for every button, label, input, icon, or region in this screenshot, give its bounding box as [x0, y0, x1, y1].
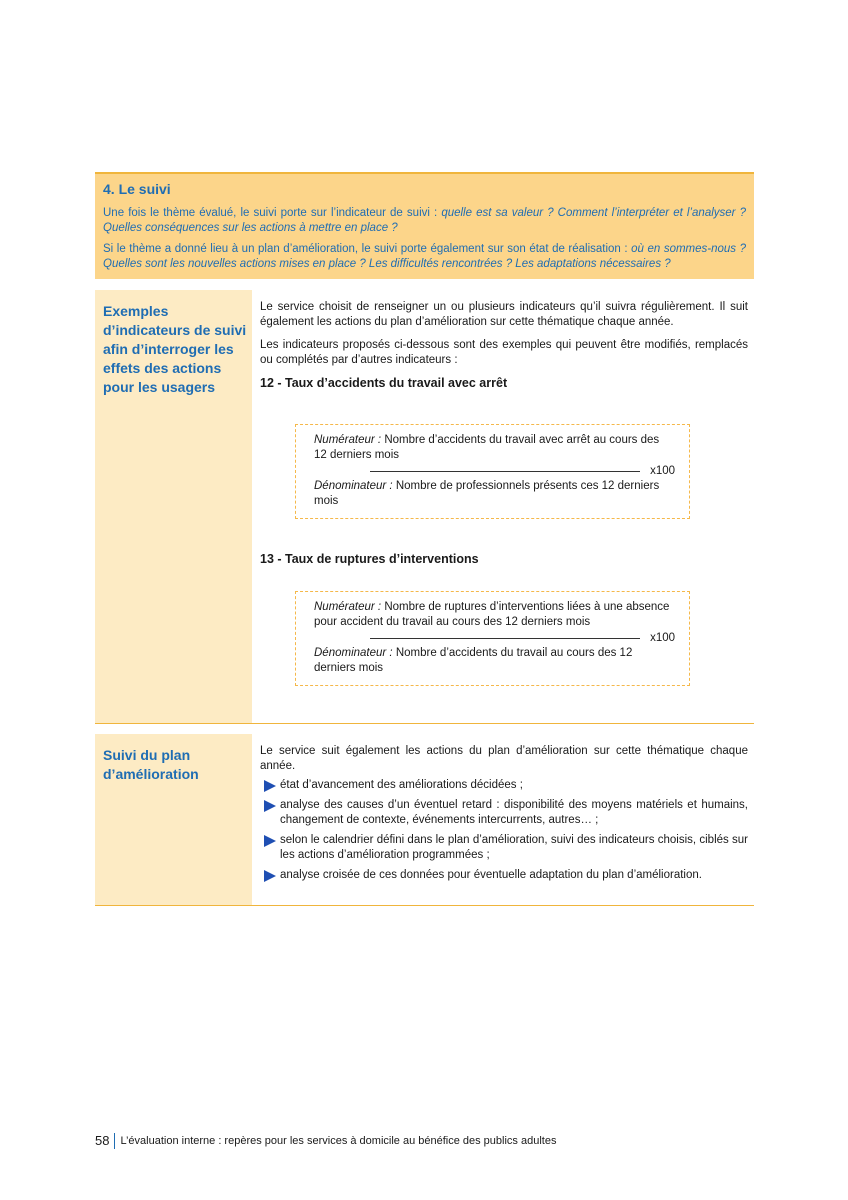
arrow-right-icon	[264, 835, 276, 847]
fraction-line	[370, 638, 640, 639]
examples-intro-2: Les indicateurs proposés ci-dessous sont des exemples qui peuvent être modifiés, remplacés ou complétés par d’autres indicateurs :	[260, 339, 748, 366]
plan-bullet-list	[260, 778, 748, 883]
arrow-right-icon	[264, 870, 276, 882]
examples-intro-1: Le service choisit de renseigner un ou plusieurs indicateurs qu’il suivra régulièrement. Il suit également les actions du plan d’amélioration sur cette thématique chaque année.	[260, 301, 748, 328]
examples-content	[260, 300, 748, 390]
page-footer	[95, 1133, 556, 1149]
section-p1-text: Une fois le thème évalué, le suivi porte sur l’indicateur de suivi :	[103, 207, 442, 219]
denominator-text: Nombre d’accidents du travail au cours des 12 derniers mois	[314, 647, 633, 674]
page-number: 58	[95, 1133, 115, 1149]
denominator-line	[314, 479, 675, 509]
indicator-13-formula	[295, 591, 690, 686]
section-p2-text: Si le thème a donné lieu à un plan d’amélioration, le suivi porte également sur son état de réalisation :	[103, 243, 632, 255]
list-item	[260, 798, 748, 828]
plan-row	[95, 734, 754, 906]
denominator-line	[314, 646, 675, 676]
list-item-text: analyse des causes d’un éventuel retard : disponibilité des moyens matériels et humains, changement de contexte, événements intercurrents, autres… ;	[280, 799, 748, 826]
indicator-13-title: 13 - Taux de ruptures d’interventions	[260, 552, 479, 566]
numerator-label: Numérateur :	[314, 601, 382, 613]
arrow-right-icon	[264, 780, 276, 792]
examples-sidebar	[95, 290, 252, 723]
fraction-bar	[314, 463, 675, 479]
section-title: 4. Le suivi	[103, 181, 171, 197]
numerator-text: Nombre d’accidents du travail avec arrêt au cours des 12 derniers mois	[314, 434, 660, 461]
indicator-12-title: 12 - Taux d’accidents du travail avec arrêt	[260, 376, 508, 390]
arrow-right-icon	[264, 800, 276, 812]
section-paragraph-1	[103, 206, 746, 236]
numerator-line	[314, 600, 675, 630]
multiplier: x100	[650, 464, 675, 477]
indicator-12-formula	[295, 424, 690, 519]
plan-sidebar	[95, 734, 252, 905]
section-p1-questions: quelle est sa valeur ? Comment l’interpréter et l’analyser ? Quelles conséquences sur les actions à mettre en place ?	[103, 207, 746, 234]
fraction-line	[370, 471, 640, 472]
list-item	[260, 778, 748, 793]
numerator-label: Numérateur :	[314, 434, 382, 446]
denominator-label: Dénominateur :	[314, 480, 393, 492]
numerator-line	[314, 433, 675, 463]
list-item-text: état d’avancement des améliorations décidées ;	[280, 779, 523, 791]
fraction-bar	[314, 630, 675, 646]
section-paragraph-2	[103, 242, 746, 272]
denominator-label: Dénominateur :	[314, 647, 393, 659]
plan-content	[260, 744, 748, 888]
list-item	[260, 833, 748, 863]
multiplier: x100	[650, 631, 675, 644]
plan-intro: Le service suit également les actions du plan d’amélioration sur cette thématique chaque année.	[260, 745, 748, 772]
section-p2-questions: où en sommes-nous ? Quelles sont les nouvelles actions mises en place ? Les difficultés rencontrées ? Les adaptations nécessaires ?	[103, 243, 746, 270]
plan-heading: Suivi du plan d’amélioration	[103, 747, 199, 782]
list-item-text: analyse croisée de ces données pour éventuelle adaptation du plan d’amélioration.	[280, 869, 702, 881]
footer-title: L’évaluation interne : repères pour les services à domicile au bénéfice des publics adultes	[120, 1135, 557, 1147]
numerator-text: Nombre de ruptures d’interventions liées à une absence pour accident du travail au cours des 12 derniers mois	[314, 601, 670, 628]
examples-heading: Exemples d’indicateurs de suivi afin d’interroger les effets des actions pour les usagers	[103, 303, 247, 395]
examples-row	[95, 290, 754, 724]
denominator-text: Nombre de professionnels présents ces 12 derniers mois	[314, 480, 660, 507]
section-banner	[95, 172, 754, 279]
list-item-text: selon le calendrier défini dans le plan d’amélioration, suivi des indicateurs choisis, ciblés sur les actions d’amélioration programmées ;	[280, 834, 748, 861]
list-item	[260, 868, 748, 883]
